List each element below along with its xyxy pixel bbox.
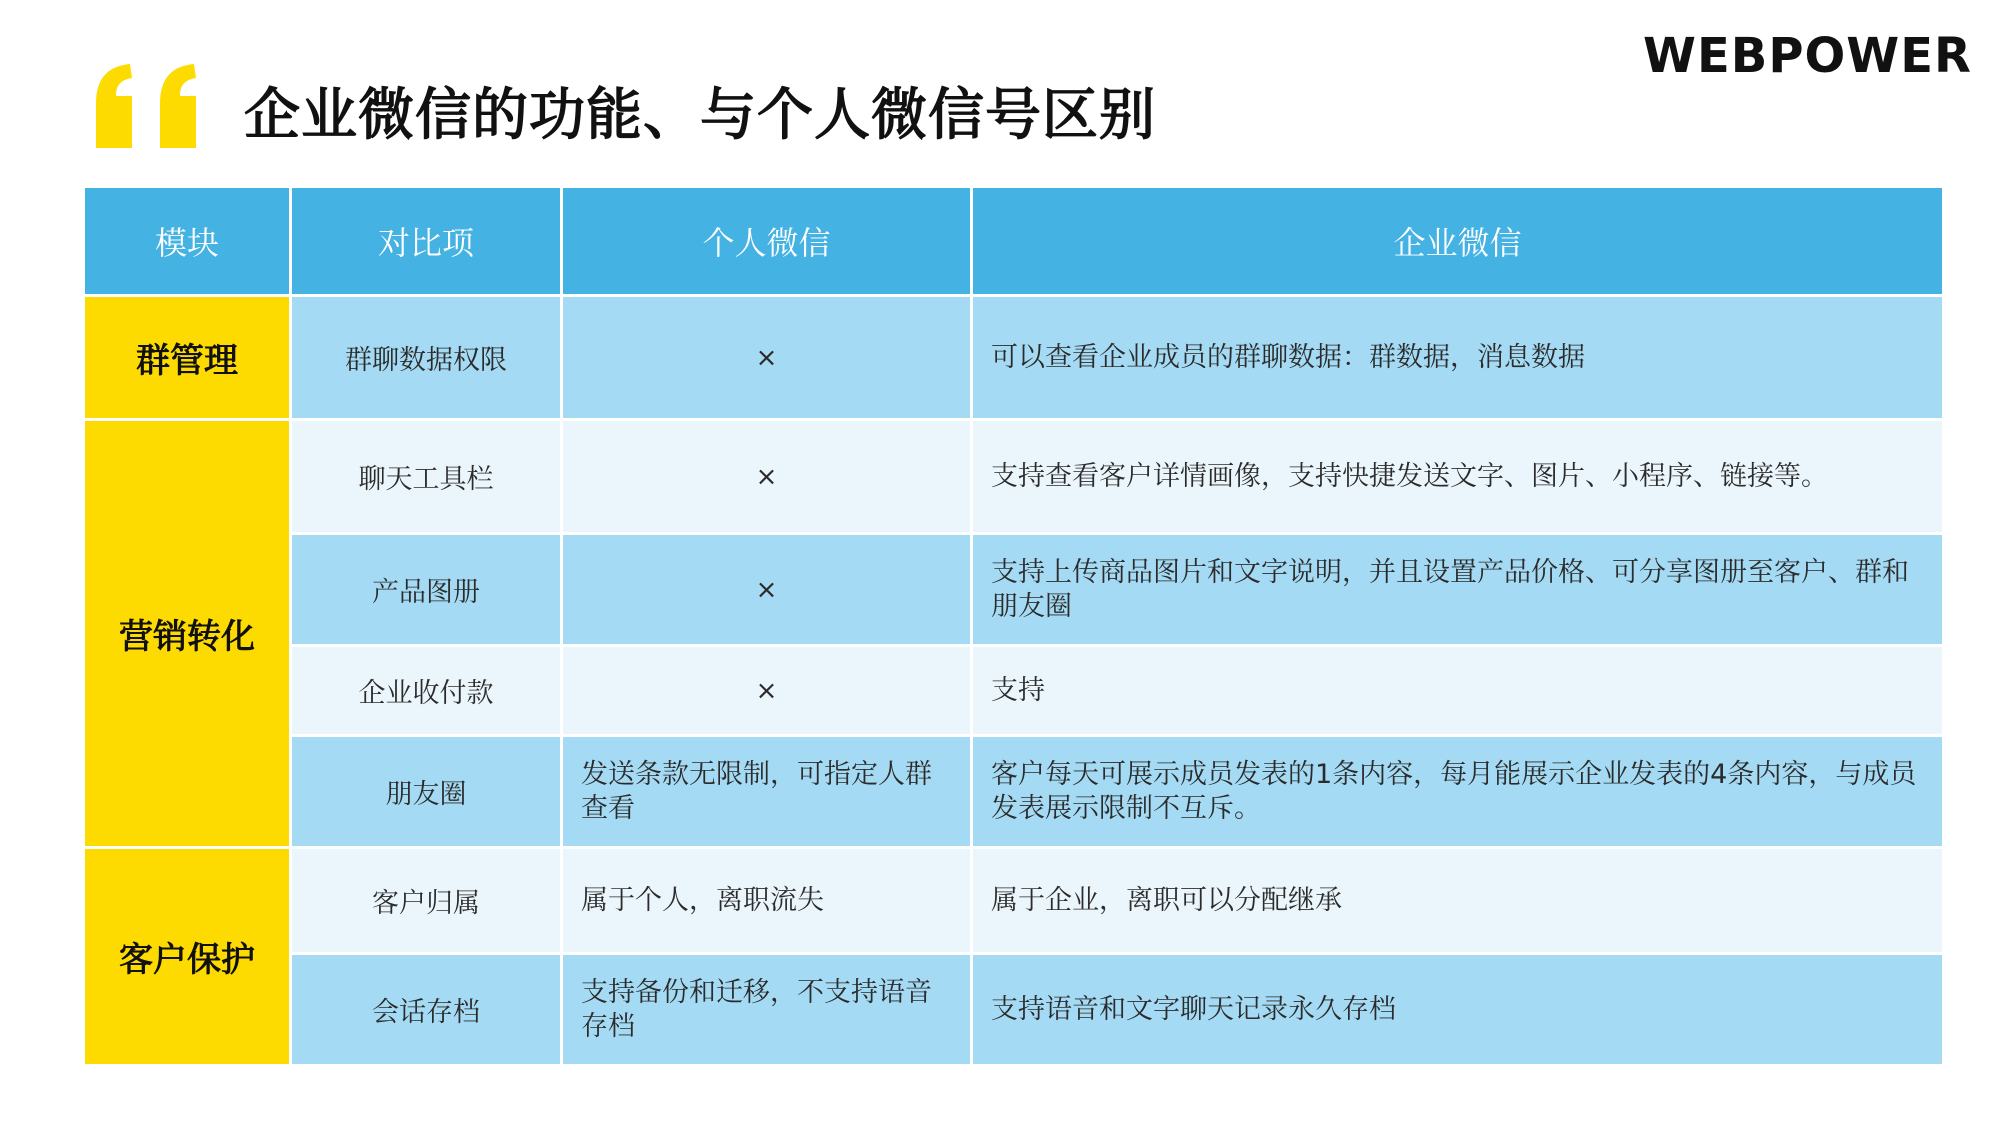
enterprise-cell: 支持语音和文字聊天记录永久存档: [972, 954, 1944, 1066]
personal-cell: 支持备份和迁移，不支持语音存档: [562, 954, 972, 1066]
personal-cell: 属于个人，离职流失: [562, 848, 972, 954]
enterprise-cell: 支持上传商品图片和文字说明，并且设置产品价格、可分享图册至客户、群和朋友圈: [972, 534, 1944, 646]
module-marketing-conversion: 营销转化: [84, 420, 291, 848]
quote-icon: [92, 62, 204, 150]
personal-cell: ×: [562, 646, 972, 736]
table-row: [84, 296, 1944, 420]
item-cell: 会话存档: [291, 954, 562, 1066]
column-header-enterprise-wechat: 企业微信: [972, 187, 1944, 296]
table-row: [84, 954, 1944, 1066]
item-cell: 产品图册: [291, 534, 562, 646]
item-cell: 群聊数据权限: [291, 296, 562, 420]
page-title: 企业微信的功能、与个人微信号区别: [244, 83, 1156, 148]
item-cell: 企业收付款: [291, 646, 562, 736]
brand-logo: WEBPOWER: [1643, 28, 1972, 84]
column-header-item: 对比项: [291, 187, 562, 296]
personal-cell: ×: [562, 296, 972, 420]
item-cell: 朋友圈: [291, 736, 562, 848]
personal-cell: ×: [562, 534, 972, 646]
comparison-table: [82, 185, 1945, 1067]
module-customer-protection: 客户保护: [84, 848, 291, 1066]
table-header-row: [84, 187, 1944, 296]
table-row: [84, 646, 1944, 736]
enterprise-cell: 支持: [972, 646, 1944, 736]
column-header-module: 模块: [84, 187, 291, 296]
table-row: [84, 420, 1944, 534]
enterprise-cell: 可以查看企业成员的群聊数据：群数据，消息数据: [972, 296, 1944, 420]
module-group-management: 群管理: [84, 296, 291, 420]
enterprise-cell: 属于企业，离职可以分配继承: [972, 848, 1944, 954]
enterprise-cell: 支持查看客户详情画像，支持快捷发送文字、图片、小程序、链接等。: [972, 420, 1944, 534]
table-row: [84, 736, 1944, 848]
table-row: [84, 848, 1944, 954]
enterprise-cell: 客户每天可展示成员发表的1条内容，每月能展示企业发表的4条内容，与成员发表展示限制不互斥。: [972, 736, 1944, 848]
item-cell: 聊天工具栏: [291, 420, 562, 534]
column-header-personal-wechat: 个人微信: [562, 187, 972, 296]
personal-cell: 发送条款无限制，可指定人群查看: [562, 736, 972, 848]
personal-cell: ×: [562, 420, 972, 534]
item-cell: 客户归属: [291, 848, 562, 954]
table-row: [84, 534, 1944, 646]
